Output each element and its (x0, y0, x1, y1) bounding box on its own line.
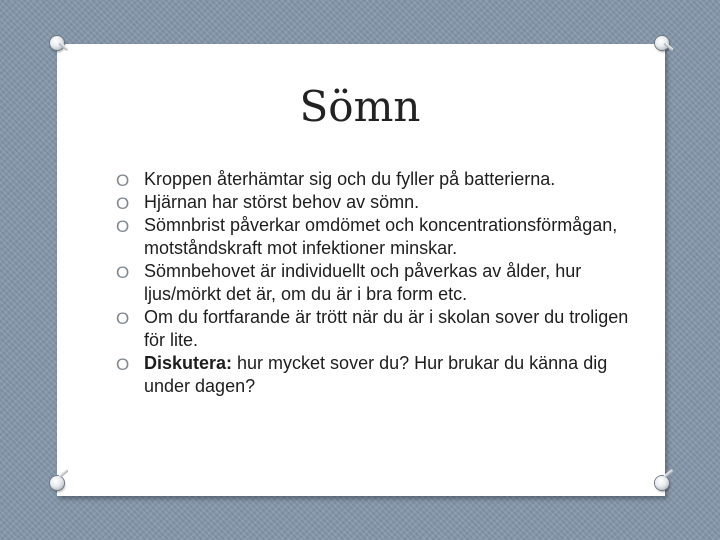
bullet-text: Hjärnan har störst behov av sömn. (144, 192, 420, 212)
bullet-marker: O (116, 217, 130, 236)
bullet-text: hur mycket sover du? Hur brukar du känna dig under dagen? (144, 353, 608, 396)
bullet-text: Sömnbehovet är individuellt och påverkas av ålder, hur ljus/mörkt det är, om du är i bra form etc. (144, 261, 582, 304)
bullet-item (116, 352, 636, 398)
bullet-item (116, 260, 636, 306)
pushpin-icon (50, 476, 64, 490)
bullet-item (116, 168, 636, 191)
bullet-list (116, 168, 636, 398)
bullet-text: Sömnbrist påverkar omdömet och koncentrationsförmågan, motståndskraft mot infektioner minskar. (144, 215, 618, 258)
bullet-marker: O (116, 355, 130, 374)
bullet-text: Om du fortfarande är trött när du är i skolan sover du troligen för lite. (144, 307, 629, 350)
bullet-marker: O (116, 171, 130, 190)
slide-title: Sömn (299, 82, 421, 131)
bullet-marker: O (116, 309, 130, 328)
pushpin-icon (50, 36, 64, 50)
bullet-item (116, 214, 636, 260)
bullet-text: Kroppen återhämtar sig och du fyller på batterierna. (144, 169, 556, 189)
bullet-marker: O (116, 194, 130, 213)
bullet-item (116, 306, 636, 352)
pushpin-icon (655, 476, 669, 490)
bullet-bold-prefix: Diskutera: (144, 353, 233, 373)
pushpin-icon (655, 36, 669, 50)
bullet-marker: O (116, 263, 130, 282)
bullet-item (116, 191, 636, 214)
